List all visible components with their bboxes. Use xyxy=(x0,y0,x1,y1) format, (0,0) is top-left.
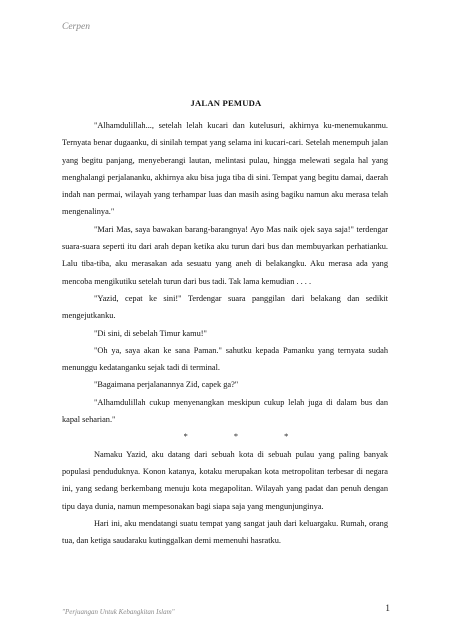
paragraph: "Oh ya, saya akan ke sana Paman." sahutku kepada Pamanku yang ternyata sudah menunggu kedatanganku sejak tadi di terminal. xyxy=(62,345,388,373)
story-body xyxy=(62,117,388,549)
paragraph: "Bagaimana perjalanannya Zid, capek ga?" xyxy=(94,380,239,390)
paragraph: Namaku Yazid, aku datang dari sebuah kota di sebuah pulau yang paling banyak populasi penduduknya. Konon katanya, kotaku merupakan kota metropolitan terbesar di negara ini, yang sedang berkembang menuju kota megapolitan. Wilayah yang padat dan penuh dengan tipu daya dunia, namun mempesonakan bagi siapa saja yang mengunjunginya. xyxy=(62,449,388,511)
running-header: Cerpen xyxy=(62,22,90,32)
page-number: 1 xyxy=(385,604,390,614)
paragraph: "Alhamdulillah cukup menyenangkan meskipun cukup lelah juga di dalam bus dan kapal seharian." xyxy=(62,397,388,425)
paragraph: "Mari Mas, saya bawakan barang-barangnya! Ayo Mas naik ojek saya saja!" terdengar suara-suara seperti itu dari arah depan ketika aku turun dari bus dan membuyarkan perhatianku. Lalu tiba-tiba, aku merasakan ada sesuatu yang aneh di belakangku. Aku merasa ada yang mencoba mengikutiku setelah turun dari bus tadi. Tak lama kemudian . . . . xyxy=(62,224,388,286)
paragraph: "Di sini, di sebelah Timur kamu!" xyxy=(94,328,207,338)
paragraph: "Alhamdulillah..., setelah lelah kucari dan kutelusuri, akhirnya ku-menemukanmu. Ternyata benar dugaanku, di sinilah tempat yang selama ini kucari-cari. Setelah menempuh jalan yang begitu panjang, menyeberangi lautan, melintasi pulau, hingga melewati segala hal yang menghalangi perjalananku, akhirnya aku bisa juga tiba di sini. Tempat yang begitu damai, daerah indah nan permai, wilayah yang terhampar luas dan masih asing bagiku namun aku merasa telah mengenalinya." xyxy=(62,121,388,217)
story-title: JALAN PEMUDA xyxy=(190,98,262,108)
footer-motto: "Perjuangan Untuk Kebangkitan Islam" xyxy=(62,608,175,616)
section-separator: * * * xyxy=(183,432,311,442)
paragraph: Hari ini, aku mendatangi suatu tempat yang sangat jauh dari keluargaku. Rumah, orang tua, dan ketiga saudaraku kutinggalkan demi memenuhi hasratku. xyxy=(62,518,388,546)
paragraph: "Yazid, cepat ke sini!" Terdengar suara panggilan dari belakang dan sedikit mengejutkanku. xyxy=(62,293,388,321)
